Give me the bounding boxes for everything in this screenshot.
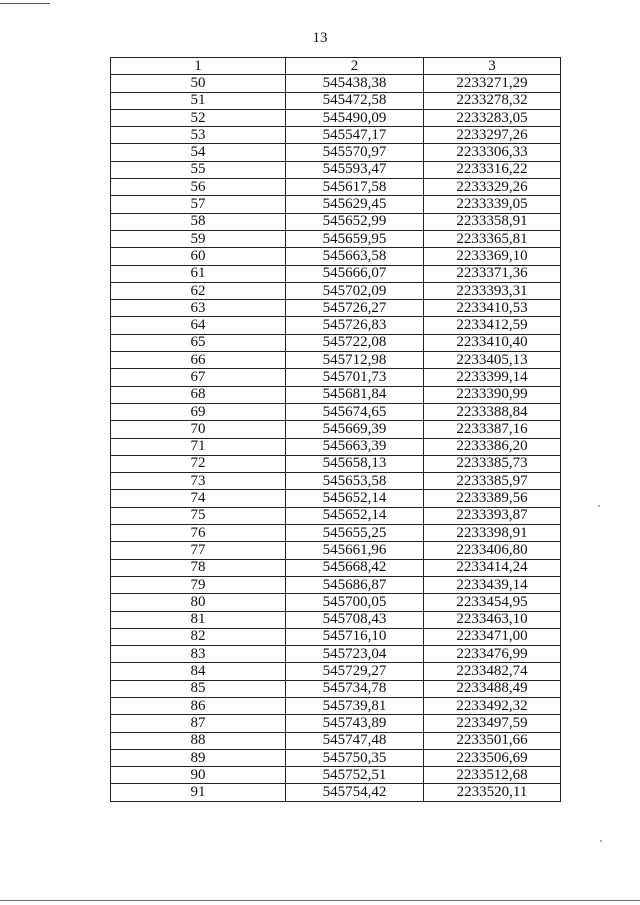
cell-point-number: 74: [111, 490, 286, 507]
cell-point-number: 85: [111, 680, 286, 697]
cell-y-coordinate: 2233393,87: [424, 507, 561, 524]
cell-y-coordinate: 2233283,05: [424, 109, 561, 126]
cell-x-coordinate: 545722,08: [286, 334, 424, 351]
cell-y-coordinate: 2233329,26: [424, 179, 561, 196]
cell-x-coordinate: 545726,83: [286, 317, 424, 334]
cell-x-coordinate: 545723,04: [286, 646, 424, 663]
scan-edge-line-top: [0, 3, 50, 4]
cell-point-number: 52: [111, 109, 286, 126]
table-row: [111, 282, 561, 299]
cell-y-coordinate: 2233271,29: [424, 75, 561, 92]
cell-point-number: 62: [111, 282, 286, 299]
cell-x-coordinate: 545652,14: [286, 490, 424, 507]
cell-y-coordinate: 2233406,80: [424, 542, 561, 559]
cell-y-coordinate: 2233520,11: [424, 784, 561, 801]
table-row: [111, 680, 561, 697]
table-row: [111, 213, 561, 230]
cell-y-coordinate: 2233385,97: [424, 473, 561, 490]
cell-point-number: 53: [111, 127, 286, 144]
cell-point-number: 58: [111, 213, 286, 230]
cell-point-number: 79: [111, 576, 286, 593]
cell-y-coordinate: 2233476,99: [424, 646, 561, 663]
cell-point-number: 63: [111, 300, 286, 317]
cell-y-coordinate: 2233389,56: [424, 490, 561, 507]
cell-y-coordinate: 2233512,68: [424, 767, 561, 784]
cell-x-coordinate: 545750,35: [286, 749, 424, 766]
cell-y-coordinate: 2233297,26: [424, 127, 561, 144]
cell-point-number: 56: [111, 179, 286, 196]
table-row: [111, 144, 561, 161]
table-row: [111, 715, 561, 732]
cell-point-number: 73: [111, 473, 286, 490]
cell-y-coordinate: 2233501,66: [424, 732, 561, 749]
table-row: [111, 594, 561, 611]
scan-speck: [600, 840, 602, 842]
cell-point-number: 75: [111, 507, 286, 524]
cell-x-coordinate: 545747,48: [286, 732, 424, 749]
cell-y-coordinate: 2233385,73: [424, 455, 561, 472]
cell-y-coordinate: 2233387,16: [424, 421, 561, 438]
table-row: [111, 334, 561, 351]
table-row: [111, 92, 561, 109]
table-row: [111, 784, 561, 801]
cell-x-coordinate: 545653,58: [286, 473, 424, 490]
table-row: [111, 455, 561, 472]
cell-y-coordinate: 2233454,95: [424, 594, 561, 611]
cell-point-number: 86: [111, 697, 286, 714]
cell-point-number: 51: [111, 92, 286, 109]
cell-point-number: 65: [111, 334, 286, 351]
table-row: [111, 196, 561, 213]
cell-point-number: 67: [111, 369, 286, 386]
cell-y-coordinate: 2233306,33: [424, 144, 561, 161]
cell-point-number: 64: [111, 317, 286, 334]
cell-x-coordinate: 545666,07: [286, 265, 424, 282]
cell-point-number: 81: [111, 611, 286, 628]
cell-x-coordinate: 545743,89: [286, 715, 424, 732]
table-row: [111, 75, 561, 92]
cell-x-coordinate: 545593,47: [286, 161, 424, 178]
table-row: [111, 663, 561, 680]
cell-x-coordinate: 545712,98: [286, 352, 424, 369]
cell-point-number: 89: [111, 749, 286, 766]
cell-x-coordinate: 545668,42: [286, 559, 424, 576]
table-row: [111, 300, 561, 317]
cell-point-number: 77: [111, 542, 286, 559]
cell-y-coordinate: 2233398,91: [424, 525, 561, 542]
cell-y-coordinate: 2233399,14: [424, 369, 561, 386]
table-row: [111, 369, 561, 386]
cell-x-coordinate: 545686,87: [286, 576, 424, 593]
cell-y-coordinate: 2233414,24: [424, 559, 561, 576]
cell-x-coordinate: 545661,96: [286, 542, 424, 559]
cell-y-coordinate: 2233393,31: [424, 282, 561, 299]
cell-x-coordinate: 545681,84: [286, 386, 424, 403]
table-row: [111, 403, 561, 420]
cell-x-coordinate: 545752,51: [286, 767, 424, 784]
column-header-x: 2: [286, 58, 424, 75]
cell-y-coordinate: 2233339,05: [424, 196, 561, 213]
cell-point-number: 78: [111, 559, 286, 576]
cell-point-number: 69: [111, 403, 286, 420]
cell-x-coordinate: 545570,97: [286, 144, 424, 161]
table-row: [111, 749, 561, 766]
cell-point-number: 88: [111, 732, 286, 749]
cell-point-number: 59: [111, 230, 286, 247]
cell-y-coordinate: 2233390,99: [424, 386, 561, 403]
cell-point-number: 91: [111, 784, 286, 801]
cell-point-number: 50: [111, 75, 286, 92]
cell-x-coordinate: 545652,99: [286, 213, 424, 230]
cell-x-coordinate: 545716,10: [286, 628, 424, 645]
cell-point-number: 87: [111, 715, 286, 732]
table-row: [111, 421, 561, 438]
cell-y-coordinate: 2233506,69: [424, 749, 561, 766]
cell-y-coordinate: 2233405,13: [424, 352, 561, 369]
scan-speck: [598, 505, 600, 507]
cell-x-coordinate: 545754,42: [286, 784, 424, 801]
cell-y-coordinate: 2233371,36: [424, 265, 561, 282]
table-row: [111, 352, 561, 369]
cell-x-coordinate: 545658,13: [286, 455, 424, 472]
cell-y-coordinate: 2233412,59: [424, 317, 561, 334]
cell-y-coordinate: 2233316,22: [424, 161, 561, 178]
cell-y-coordinate: 2233488,49: [424, 680, 561, 697]
table-row: [111, 767, 561, 784]
cell-x-coordinate: 545663,39: [286, 438, 424, 455]
column-header-y: 3: [424, 58, 561, 75]
table-row: [111, 386, 561, 403]
cell-y-coordinate: 2233410,53: [424, 300, 561, 317]
cell-x-coordinate: 545438,38: [286, 75, 424, 92]
cell-x-coordinate: 545708,43: [286, 611, 424, 628]
cell-x-coordinate: 545729,27: [286, 663, 424, 680]
cell-y-coordinate: 2233410,40: [424, 334, 561, 351]
table-body: [111, 75, 561, 801]
table-row: [111, 559, 561, 576]
table-row: [111, 525, 561, 542]
cell-x-coordinate: 545652,14: [286, 507, 424, 524]
cell-point-number: 60: [111, 248, 286, 265]
table-row: [111, 628, 561, 645]
cell-point-number: 72: [111, 455, 286, 472]
table-row: [111, 127, 561, 144]
cell-x-coordinate: 545674,65: [286, 403, 424, 420]
table-row: [111, 265, 561, 282]
table-row: [111, 473, 561, 490]
page-number: 13: [312, 30, 328, 46]
cell-x-coordinate: 545700,05: [286, 594, 424, 611]
cell-x-coordinate: 545734,78: [286, 680, 424, 697]
table-row: [111, 317, 561, 334]
cell-x-coordinate: 545547,17: [286, 127, 424, 144]
cell-y-coordinate: 2233497,59: [424, 715, 561, 732]
cell-x-coordinate: 545663,58: [286, 248, 424, 265]
cell-x-coordinate: 545629,45: [286, 196, 424, 213]
table-row: [111, 697, 561, 714]
cell-point-number: 66: [111, 352, 286, 369]
cell-x-coordinate: 545739,81: [286, 697, 424, 714]
cell-point-number: 57: [111, 196, 286, 213]
table-row: [111, 507, 561, 524]
cell-y-coordinate: 2233278,32: [424, 92, 561, 109]
cell-point-number: 55: [111, 161, 286, 178]
cell-point-number: 68: [111, 386, 286, 403]
cell-y-coordinate: 2233492,32: [424, 697, 561, 714]
table-row: [111, 490, 561, 507]
cell-x-coordinate: 545655,25: [286, 525, 424, 542]
cell-y-coordinate: 2233482,74: [424, 663, 561, 680]
cell-point-number: 82: [111, 628, 286, 645]
cell-point-number: 70: [111, 421, 286, 438]
cell-point-number: 83: [111, 646, 286, 663]
cell-x-coordinate: 545669,39: [286, 421, 424, 438]
table-row: [111, 576, 561, 593]
table-row: [111, 179, 561, 196]
cell-point-number: 54: [111, 144, 286, 161]
scan-edge-line-bottom: [0, 900, 640, 901]
cell-point-number: 80: [111, 594, 286, 611]
cell-x-coordinate: 545702,09: [286, 282, 424, 299]
table-row: [111, 161, 561, 178]
cell-x-coordinate: 545490,09: [286, 109, 424, 126]
cell-point-number: 76: [111, 525, 286, 542]
cell-y-coordinate: 2233388,84: [424, 403, 561, 420]
cell-y-coordinate: 2233386,20: [424, 438, 561, 455]
cell-point-number: 71: [111, 438, 286, 455]
table-header-row: [111, 58, 561, 75]
cell-x-coordinate: 545701,73: [286, 369, 424, 386]
coordinates-table: [110, 57, 561, 802]
cell-x-coordinate: 545472,58: [286, 92, 424, 109]
cell-x-coordinate: 545617,58: [286, 179, 424, 196]
cell-y-coordinate: 2233471,00: [424, 628, 561, 645]
table-row: [111, 109, 561, 126]
cell-x-coordinate: 545659,95: [286, 230, 424, 247]
cell-y-coordinate: 2233365,81: [424, 230, 561, 247]
table-row: [111, 646, 561, 663]
cell-x-coordinate: 545726,27: [286, 300, 424, 317]
table-row: [111, 230, 561, 247]
table-row: [111, 438, 561, 455]
table-row: [111, 611, 561, 628]
table-row: [111, 248, 561, 265]
cell-point-number: 90: [111, 767, 286, 784]
table-row: [111, 732, 561, 749]
cell-y-coordinate: 2233369,10: [424, 248, 561, 265]
column-header-point: 1: [111, 58, 286, 75]
cell-y-coordinate: 2233463,10: [424, 611, 561, 628]
cell-point-number: 61: [111, 265, 286, 282]
cell-y-coordinate: 2233439,14: [424, 576, 561, 593]
table-row: [111, 542, 561, 559]
cell-point-number: 84: [111, 663, 286, 680]
cell-y-coordinate: 2233358,91: [424, 213, 561, 230]
